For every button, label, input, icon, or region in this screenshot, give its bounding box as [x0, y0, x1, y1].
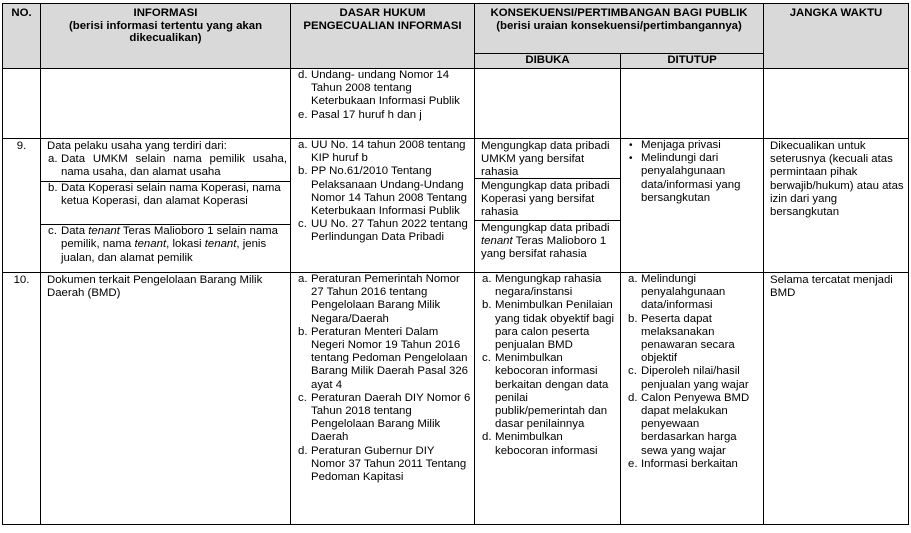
list-item: c. Diperoleh nilai/hasil penjualan yang wajar [628, 365, 749, 391]
header-konsekuensi-subtitle: (berisi uraian konsekuensi/pertimbangannya) [496, 19, 742, 32]
cell-no: 9. [3, 139, 41, 273]
list-item: d. Peraturan Gubernur DIY Nomor 37 Tahun 2011 Tentang Pedoman Kapitasi [298, 444, 467, 484]
list-item: d. Undang- undang Nomor 14 Tahun 2008 tentang Keterbukaan Informasi Publik [298, 69, 460, 108]
header-ditutup: DITUTUP [621, 54, 764, 69]
list-item: • Menjaga privasi [621, 139, 763, 152]
header-dasar-hukum: DASAR HUKUM PENGECUALIAN INFORMASI [291, 4, 475, 69]
bullet-icon: • [629, 153, 633, 165]
list-item: e. Informasi berkaitan [628, 457, 738, 470]
header-no: NO. [3, 4, 41, 69]
header-informasi-subtitle: (berisi informasi tertentu yang akan dikecualikan) [68, 19, 263, 45]
list-item: Mengungkap data pribadi tenant Teras Malioboro 1 yang bersifat rahasia [481, 222, 610, 261]
cell-jangka-waktu: Selama tercatat menjadi BMD [764, 273, 909, 525]
cell-no: 10. [3, 273, 41, 525]
cell-dasar-hukum [291, 69, 475, 139]
header-row [3, 4, 909, 54]
list-item: c. Data tenant Teras Malioboro 1 selain nama pemilik, nama tenant, lokasi tenant, jenis jualan, dan alamat pemilik [48, 225, 278, 264]
cell-ditutup [621, 69, 764, 139]
list-item: e. Pasal 17 huruf h dan j [298, 108, 422, 121]
list-item: b. Peserta dapat melaksanakan penawaran secara objektif [628, 312, 735, 365]
list-item: c. Peraturan Daerah DIY Nomor 6 Tahun 2018 tentang Pengelolaan Barang Milik Daerah [298, 391, 471, 444]
bullet-icon: • [629, 140, 633, 151]
cell-no [3, 69, 41, 139]
cell-jangka-waktu [764, 69, 909, 139]
list-item: c. UU No. 27 Tahun 2022 tentang Perlindungan Data Pribadi [298, 218, 468, 244]
list-item: a. Mengungkap rahasia negara/instansi [482, 273, 602, 299]
list-item: b. PP No.61/2010 Tentang Pelaksanaan Undang-Undang Nomor 14 Tahun 2008 Tentang Keterbukaan Informasi Publik [298, 165, 468, 218]
table-row-9 [3, 139, 909, 273]
cell-informasi: Dokumen terkait Pengelolaan Barang Milik Daerah (BMD) [41, 273, 291, 525]
list-item: Mengungkap data pribadi Koperasi yang bersifat rahasia [475, 179, 620, 221]
list-item: a. Melindungi penyalahgunaan data/informasi [628, 273, 726, 312]
table-row-continuation [3, 69, 909, 139]
list-item: • Melindungi dari penyalahgunaan data/informasi yang bersangkutan [621, 152, 763, 205]
cell-ditutup [621, 273, 764, 525]
cell-dasar-hukum [291, 139, 475, 273]
list-item: c. Menimbulkan kebocoran informasi berkaitan dengan data penilai publik/pemerintah dan dasar penilainnya [482, 352, 609, 431]
cell-informasi [41, 69, 291, 139]
list-item: a. Data UMKM selain nama pemilik usaha, nama usaha, dan alamat usaha [41, 153, 290, 182]
list-item: b. Peraturan Menteri Dalam Negeri Nomor 19 Tahun 2016 tentang Pedoman Pengelolaan Barang Milik Daerah Pasal 326 ayat 4 [298, 325, 469, 391]
cell-informasi [41, 139, 291, 273]
list-item: d. Menimbulkan kebocoran informasi [482, 431, 598, 457]
exception-table [2, 3, 909, 525]
header-dibuka: DIBUKA [475, 54, 621, 69]
header-konsekuensi-title: KONSEKUENSI/PERTIMBANGAN BAGI PUBLIK [490, 7, 748, 19]
list-item: a. Peraturan Pemerintah Nomor 27 Tahun 2016 tentang Pengelolaan Barang Milik Negara/Daerah [298, 273, 460, 325]
header-informasi-title: INFORMASI [133, 7, 198, 19]
cell-dibuka [475, 69, 621, 139]
header-jangka-waktu: JANGKA WAKTU [764, 4, 909, 69]
list-item: b. Data Koperasi selain nama Koperasi, nama ketua Koperasi, dan alamat Koperasi [41, 182, 290, 225]
list-item: a. UU No. 14 tahun 2008 tentang KIP huruf b [298, 139, 466, 165]
list-item: d. Calon Penyewa BMD dapat melakukan penyewaan berdasarkan harga sewa yang wajar [628, 391, 750, 457]
header-informasi [41, 4, 291, 69]
table-row-10 [3, 273, 909, 525]
list-item: b. Menimbulkan Penilaian yang tidak obyektif bagi para calon peserta penjualan BMD [482, 299, 615, 352]
cell-ditutup [621, 139, 764, 273]
cell-dasar-hukum [291, 273, 475, 525]
info-intro: Data pelaku usaha yang terdiri dari: [47, 140, 227, 152]
cell-dibuka [475, 139, 621, 273]
header-konsekuensi [475, 4, 764, 54]
list-item: Mengungkap data pribadi UMKM yang bersifat rahasia [475, 139, 620, 179]
cell-dibuka [475, 273, 621, 525]
cell-jangka-waktu: Dikecualikan untuk seterusnya (kecuali atas permintaan pihak berwajib/hukum) atau atas izin dari yang bersangkutan [764, 139, 909, 273]
